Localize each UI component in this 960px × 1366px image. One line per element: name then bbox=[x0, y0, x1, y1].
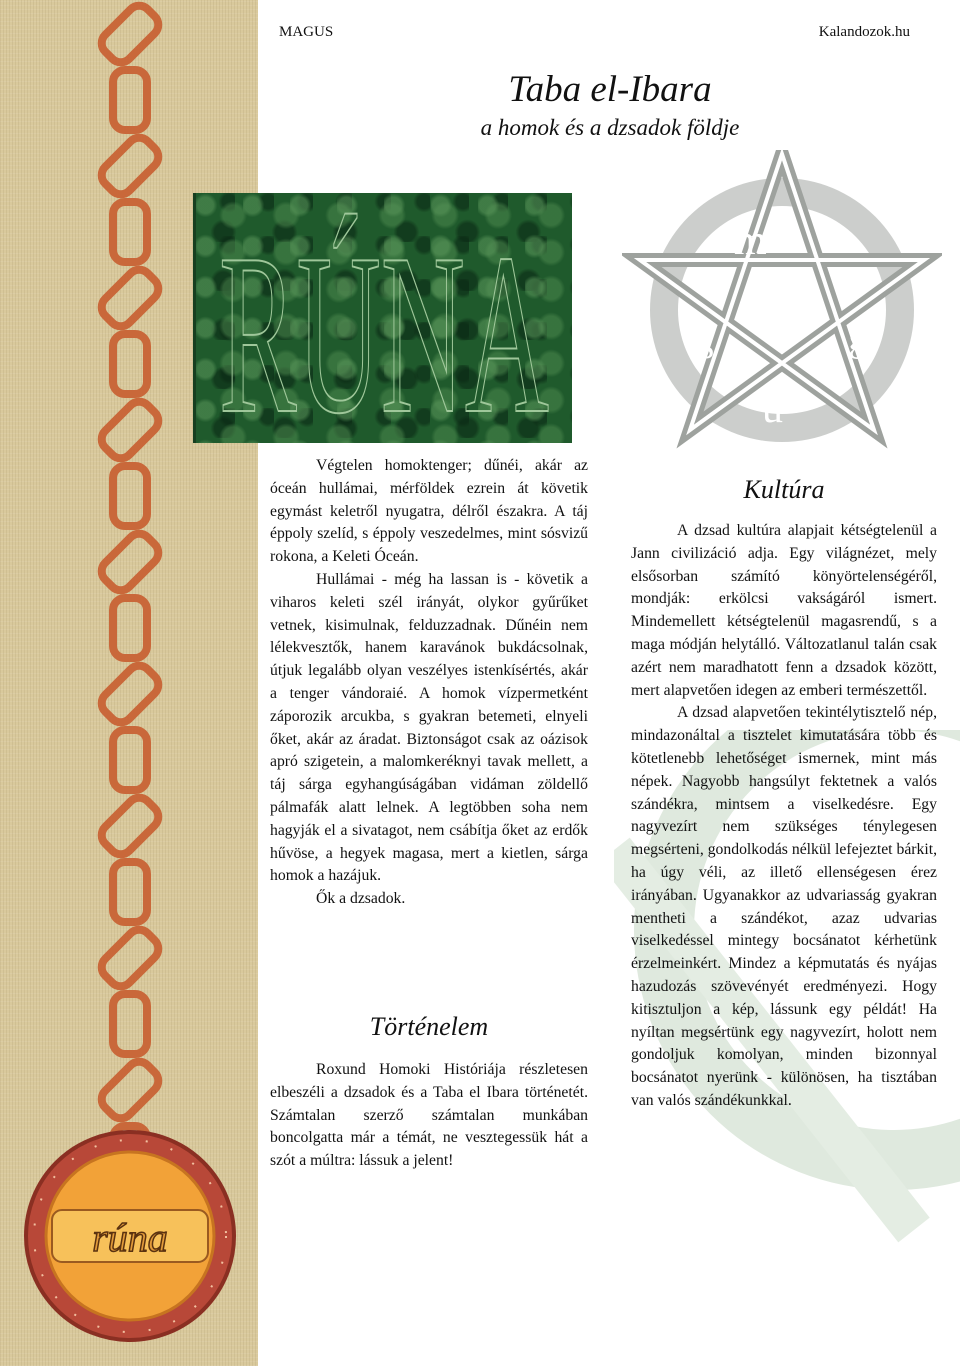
chain-link bbox=[113, 598, 147, 658]
chain-link bbox=[97, 793, 163, 859]
chain-link bbox=[97, 1, 163, 67]
chain-link bbox=[113, 994, 147, 1054]
chain-link bbox=[97, 529, 163, 595]
tortenelem-section bbox=[270, 1059, 588, 1173]
runa-medallion bbox=[22, 1128, 238, 1344]
chain-link bbox=[97, 265, 163, 331]
magus-pentagram bbox=[622, 150, 942, 450]
runa-logo-text: RÚNA bbox=[219, 206, 549, 443]
kultura-paragraph: A dzsad alapvetően tekintélytisztelő nép, mindazonáltal a tisztelet kimutatására több és kötetlenebb lehetőséget ismernek, mint más népek. Nagyobb hangsúlyt fektetnek a valós szándékra, mintsem a viselkedésre. Egy nagyvezírt nem szükséges ténylegesen megsérteni, gondolkodás nélkül lefejeztet bárkit, ha úgy véli, az illető ellenségesen érez irányában. Ugyanakkor az udvariasság gyakran mentheti a szándékot, azaz udvarias viselkedéssel mintegy bocsánatot kérhetünk érzelmeinkért. Mindez a képmutatás és nyájas hazudozás szövevényét eredményezi. Hogy kitisztuljon a kép, lássunk egy példát! Ha nyíltan megsértünk egy nagyvezírt, holott nem gondoljuk komolyan, minden bizonnyal bocsánatot nyerünk - különösen, ha tisztában van valós szándékunkkal. bbox=[631, 704, 937, 1109]
intro-paragraph: Hullámai - még ha lassan is - követik a viharos keleti szél irányát, olykor gyűrűket vetnek, kisimulnak, felduzzadnak. Dűnéin nem lélekvesztők, hanem karavánok bukdácsolnak, útjuk legalább olyan veszélyes istenkísértés, akár a tenger vándoraié. A homok vízpermetként záporozik arcukba, s gyakran betemeti, elnyeli őket, akár az áradat. Biztonságot csak az oázisok apró szigetein, a malomkeréknyi tavak mellett, a táj sárga egyhangúságában vidáman zöldellő pálmafák alatt lelnek. A legtöbben soha nem hagyják el a sivatagot, nem csábítja őket az erdők hűvöse, a hegyek magasa, mert a kietlen, sárga homok a hazájuk. bbox=[270, 570, 588, 885]
runa-logo-panel bbox=[193, 193, 572, 443]
chain-link bbox=[113, 466, 147, 526]
kultura-heading: Kultúra bbox=[743, 475, 825, 504]
tortenelem-heading: Történelem bbox=[369, 1012, 489, 1041]
pentagram-letter: s bbox=[698, 322, 715, 368]
chain-link bbox=[97, 925, 163, 991]
intro-section bbox=[270, 455, 588, 911]
page-title: Taba el-Ibara bbox=[508, 69, 712, 110]
kultura-section bbox=[631, 520, 937, 1113]
header-site: Kalandozok.hu bbox=[818, 24, 910, 40]
chain-link bbox=[97, 133, 163, 199]
header-magus: MAGUS bbox=[279, 24, 334, 40]
chain-link bbox=[97, 661, 163, 727]
intro-paragraph: Ők a dzsadok. bbox=[316, 890, 406, 908]
page-subtitle: a homok és a dzsadok földje bbox=[480, 115, 740, 140]
runa-logo bbox=[196, 193, 572, 443]
intro-paragraph: Végtelen homoktenger; dűnéi, akár az óceán hullámai, mérföldek ezrein át követik egymást keletről nyugatra, délről északra. A táj éppoly szelíd, s éppoly veszedelmes, mint sósvizű rokona, a Keleti Óceán. bbox=[270, 457, 588, 566]
kultura-paragraph: A dzsad kultúra alapjait kétségtelenül a Jann civilizáció adja. Egy világnézet, mely elsősorban számító könyörtelenségéről, mondják: erkölcsi vakságáról ismert. Mindemellett kétségtelenül magasrendű, s a maga módján helytálló. Változatlanul talán csak azért nem maradhatott fenn a dzsadok között, mert alapvetően idegen az emberi természettől. bbox=[631, 522, 937, 699]
chain-link bbox=[113, 202, 147, 262]
pentagram-letter: a bbox=[820, 214, 839, 260]
chain-link bbox=[113, 862, 147, 922]
chain-link bbox=[113, 70, 147, 130]
chain-link bbox=[97, 1057, 163, 1123]
pentagram-letter: g bbox=[848, 314, 869, 360]
chain-link bbox=[97, 397, 163, 463]
pentagram-letter: m bbox=[734, 218, 767, 264]
chain-link bbox=[113, 730, 147, 790]
pentagram-letter: u bbox=[762, 386, 783, 432]
chain-link bbox=[113, 334, 147, 394]
tortenelem-paragraph: Roxund Homoki Históriája részletesen elbeszéli a dzsadok és a Taba el Ibara történetét. Számtalan szerző számtalan munkában boncolgatta már a témát, ne vesztegessük hát a szót a múltra: lássuk a jelent! bbox=[270, 1061, 588, 1170]
medallion-text: rúna bbox=[92, 1215, 168, 1260]
